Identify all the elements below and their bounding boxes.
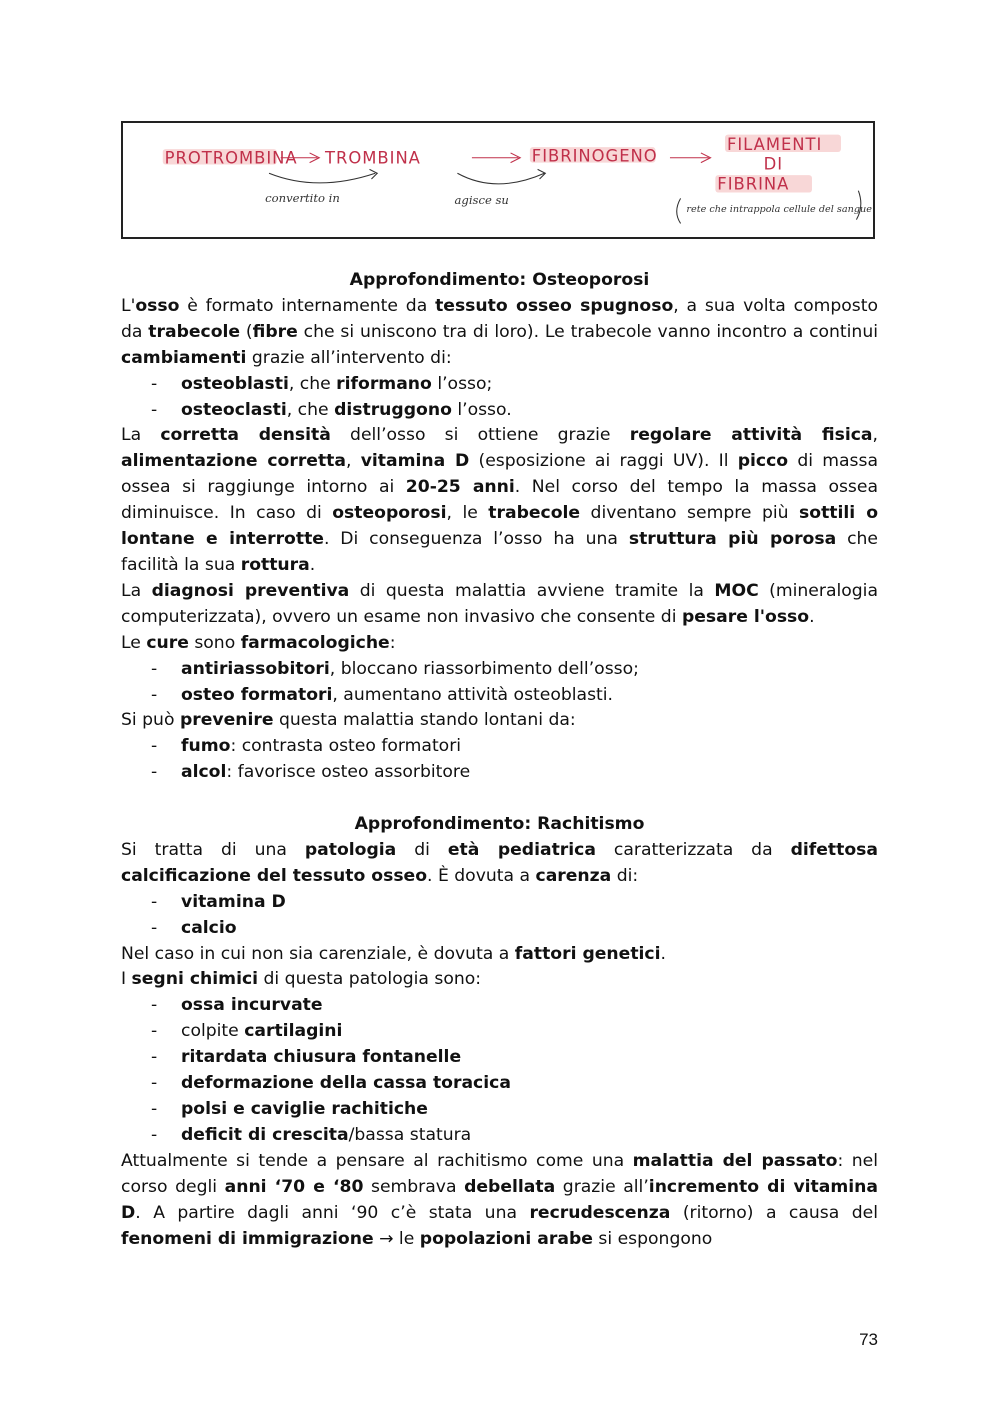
bold-text: fattori genetici [514,943,661,964]
bold-text: trabecole [148,321,241,342]
text-run: colpite [181,1021,245,1042]
bold-text: fibre [252,321,298,342]
bold-text: osteo formatori [181,684,333,705]
label-fibrinogeno: FIBRINOGENO [531,146,658,166]
paragraph [121,967,878,993]
label-filamenti: FILAMENTI [726,135,823,155]
bold-text: debellata [464,1176,556,1197]
text-run: , a sua volta composto da [121,295,878,342]
bold-text: MOC [714,580,759,601]
bold-text: cartilagini [244,1021,343,1042]
text-run: che facilità la sua [121,529,878,575]
bullet-list [121,734,878,786]
paragraph [121,942,878,968]
bold-text: polsi e caviglie rachitiche [181,1098,428,1119]
bold-text: vitamina D [181,891,286,912]
bold-text: cure [146,632,189,653]
bold-text: prevenire [179,710,274,731]
bullet-list [121,993,878,1148]
bold-text: calcio [181,917,237,938]
text-run: l’osso; [431,373,493,394]
text-run: La [121,580,152,601]
text-run: di questa patologia sono: [258,969,482,990]
text-run: Si può [121,710,180,731]
text-run: . Di conseguenza l’osso ha una [323,529,629,550]
text-run: dell’osso si ottiene grazie [330,425,630,446]
list-item [121,916,878,942]
section-title-rachitismo: Approfondimento: Rachitismo [354,814,645,835]
label-trombina: TROMBINA [325,148,421,168]
annotation-agisce: agisce su [454,193,509,208]
text-run: : favorisce osteo assorbitore [226,762,471,783]
bullet-list [121,890,878,942]
bold-text: alimentazione corretta [121,451,346,472]
bold-text: alcol [181,762,227,783]
bold-text: antiriassobitori [181,658,330,679]
text-run: . [309,554,316,575]
list-item [121,1123,878,1149]
text-run: . [660,943,666,964]
text-run: è formato internamente da [179,295,436,316]
text-run: : nel corso degli [121,1150,878,1197]
bold-text: tessuto osseo spugnoso [435,295,674,316]
text-run: di [396,839,448,860]
text-run: → le [373,1228,420,1249]
section-title-osteoporosi: Approfondimento: Osteoporosi [349,270,650,290]
bold-text: rottura [240,554,310,575]
coagulation-cascade-sketch [123,123,873,237]
text-run: . È dovuta a [427,865,536,886]
text-run: , le [446,503,489,524]
bold-text: osteoblasti [181,373,289,394]
bold-text: farmacologiche [240,632,390,653]
annotation-rete: rete che intrappola cellule del sangue [686,203,872,215]
bold-text: età pediatrica [447,839,596,860]
paragraph [121,579,878,631]
text-run: Si tratta di una [121,839,305,860]
list-item [121,760,878,786]
bold-text: pesare l'osso [681,606,810,627]
list-item [121,1097,878,1123]
document-body [121,268,878,1252]
bold-text: cambiamenti [121,347,247,368]
text-run: . A partire dagli anni ‘90 c’è stata una [135,1202,530,1223]
arrow-2 [472,153,520,163]
bold-text: distruggono [334,399,452,420]
bullet-list [121,372,878,424]
bold-text: struttura più porosa [628,529,837,550]
text-run: che si uniscono tra di loro). Le trabecole vanno incontro a continui [297,321,878,342]
bold-text: anni ‘70 e ‘80 [224,1176,364,1197]
list-item [121,398,878,424]
text-run: di questa malattia avviene tramite la [349,580,715,601]
paragraph [121,294,878,372]
list-item [121,734,878,760]
bold-text: fenomeni di immigrazione [121,1228,374,1249]
text-run: /bassa statura [348,1124,472,1145]
text-run: . [809,606,815,627]
bold-text: vitamina D [360,451,470,472]
text-run: grazie all’intervento di: [246,347,452,368]
text-run: ( [240,321,253,342]
label-protrombina: PROTROMBINA [164,148,298,168]
bold-text: corretta densità [160,425,331,446]
text-run: La [121,425,161,446]
curve-arrow-1 [269,169,377,183]
bold-text: segni chimici [131,969,259,990]
handwritten-diagram [121,121,875,239]
text-run: sembrava [363,1176,465,1197]
bold-text: ossa incurvate [181,995,323,1016]
bold-text: 20-25 anni [405,477,515,498]
text-run: (ritorno) a causa del [670,1202,878,1223]
bold-text: osteoclasti [181,399,287,420]
text-run: Nel caso in cui non sia carenziale, è dovuta a [121,943,515,964]
text-run: Attualmente si tende a pensare al rachitismo come una [121,1150,633,1171]
paragraph [121,1149,878,1253]
text-run: L' [121,295,136,316]
bold-text: deformazione della cassa toracica [181,1073,511,1094]
text-run: Le [121,632,147,653]
text-run: di: [611,865,639,886]
page-number: 73 [859,1330,878,1349]
bold-text: sottili o lontane e interrotte [121,503,879,550]
text-run: diventano sempre più [580,503,800,524]
text-run: , bloccano riassorbimento dell’osso; [329,658,639,679]
list-item [121,1045,878,1071]
label-fibrina: FIBRINA [717,174,790,194]
list-item [121,993,878,1019]
bold-text: fumo [181,736,231,757]
bold-text: deficit di crescita [181,1124,349,1145]
bold-text: patologia [304,839,397,860]
list-item [121,372,878,398]
text-run: questa malattia stando lontani da: [273,710,576,731]
text-run: : contrasta osteo formatori [230,736,462,757]
bold-text: diagnosi preventiva [151,580,350,601]
list-item [121,1071,878,1097]
label-di: DI [763,154,784,174]
bold-text: riformano [336,373,432,394]
text-run: di massa ossea si raggiunge intorno ai [121,451,878,498]
text-run: , che [286,399,335,420]
text-run: , [346,451,361,472]
text-run: , aumentano attività osteoblasti. [332,684,613,705]
bold-text: malattia del passato [632,1150,838,1171]
list-item [121,890,878,916]
bullet-list [121,657,878,709]
bold-text: osteoporosi [332,503,447,524]
text-run: caratterizzata da [595,839,791,860]
bold-text: ritardata chiusura fontanelle [181,1047,462,1068]
bold-text: trabecole [488,503,581,524]
paragraph [121,838,878,890]
bold-text: recrudescenza [529,1202,671,1223]
paragraph [121,423,878,578]
bold-text: osso [135,295,180,316]
text-run: I [121,969,132,990]
bold-text: picco [737,451,789,472]
list-item [121,657,878,683]
spacer [121,786,878,812]
text-run: , che [288,373,337,394]
list-item [121,683,878,709]
text-run: l’osso. [451,399,512,420]
bold-text: difettosa calcificazione del tessuto osseo [121,839,878,886]
bold-text: incremento di vitamina D [121,1176,879,1223]
list-item [121,1019,878,1045]
bold-text: carenza [535,865,612,886]
text-run: (esposizione ai raggi UV). Il [469,451,738,472]
annotation-convertito: convertito in [265,191,340,206]
text-run: , [872,425,878,446]
text-run: . Nel corso del tempo la massa ossea diminuisce. In caso di [121,477,878,524]
text-run: sono [188,632,241,653]
paragraph [121,631,878,657]
bold-text: popolazioni arabe [419,1228,593,1249]
text-run: : [389,632,396,653]
paragraph [121,708,878,734]
text-run: (mineralogia computerizzata), ovvero un esame non invasivo che consente di [121,580,878,627]
text-run: grazie all’ [555,1176,649,1197]
text-run: si espongono [592,1228,713,1249]
curve-arrow-2 [457,169,545,183]
bold-text: regolare attività fisica [629,425,873,446]
arrow-3 [670,153,711,163]
